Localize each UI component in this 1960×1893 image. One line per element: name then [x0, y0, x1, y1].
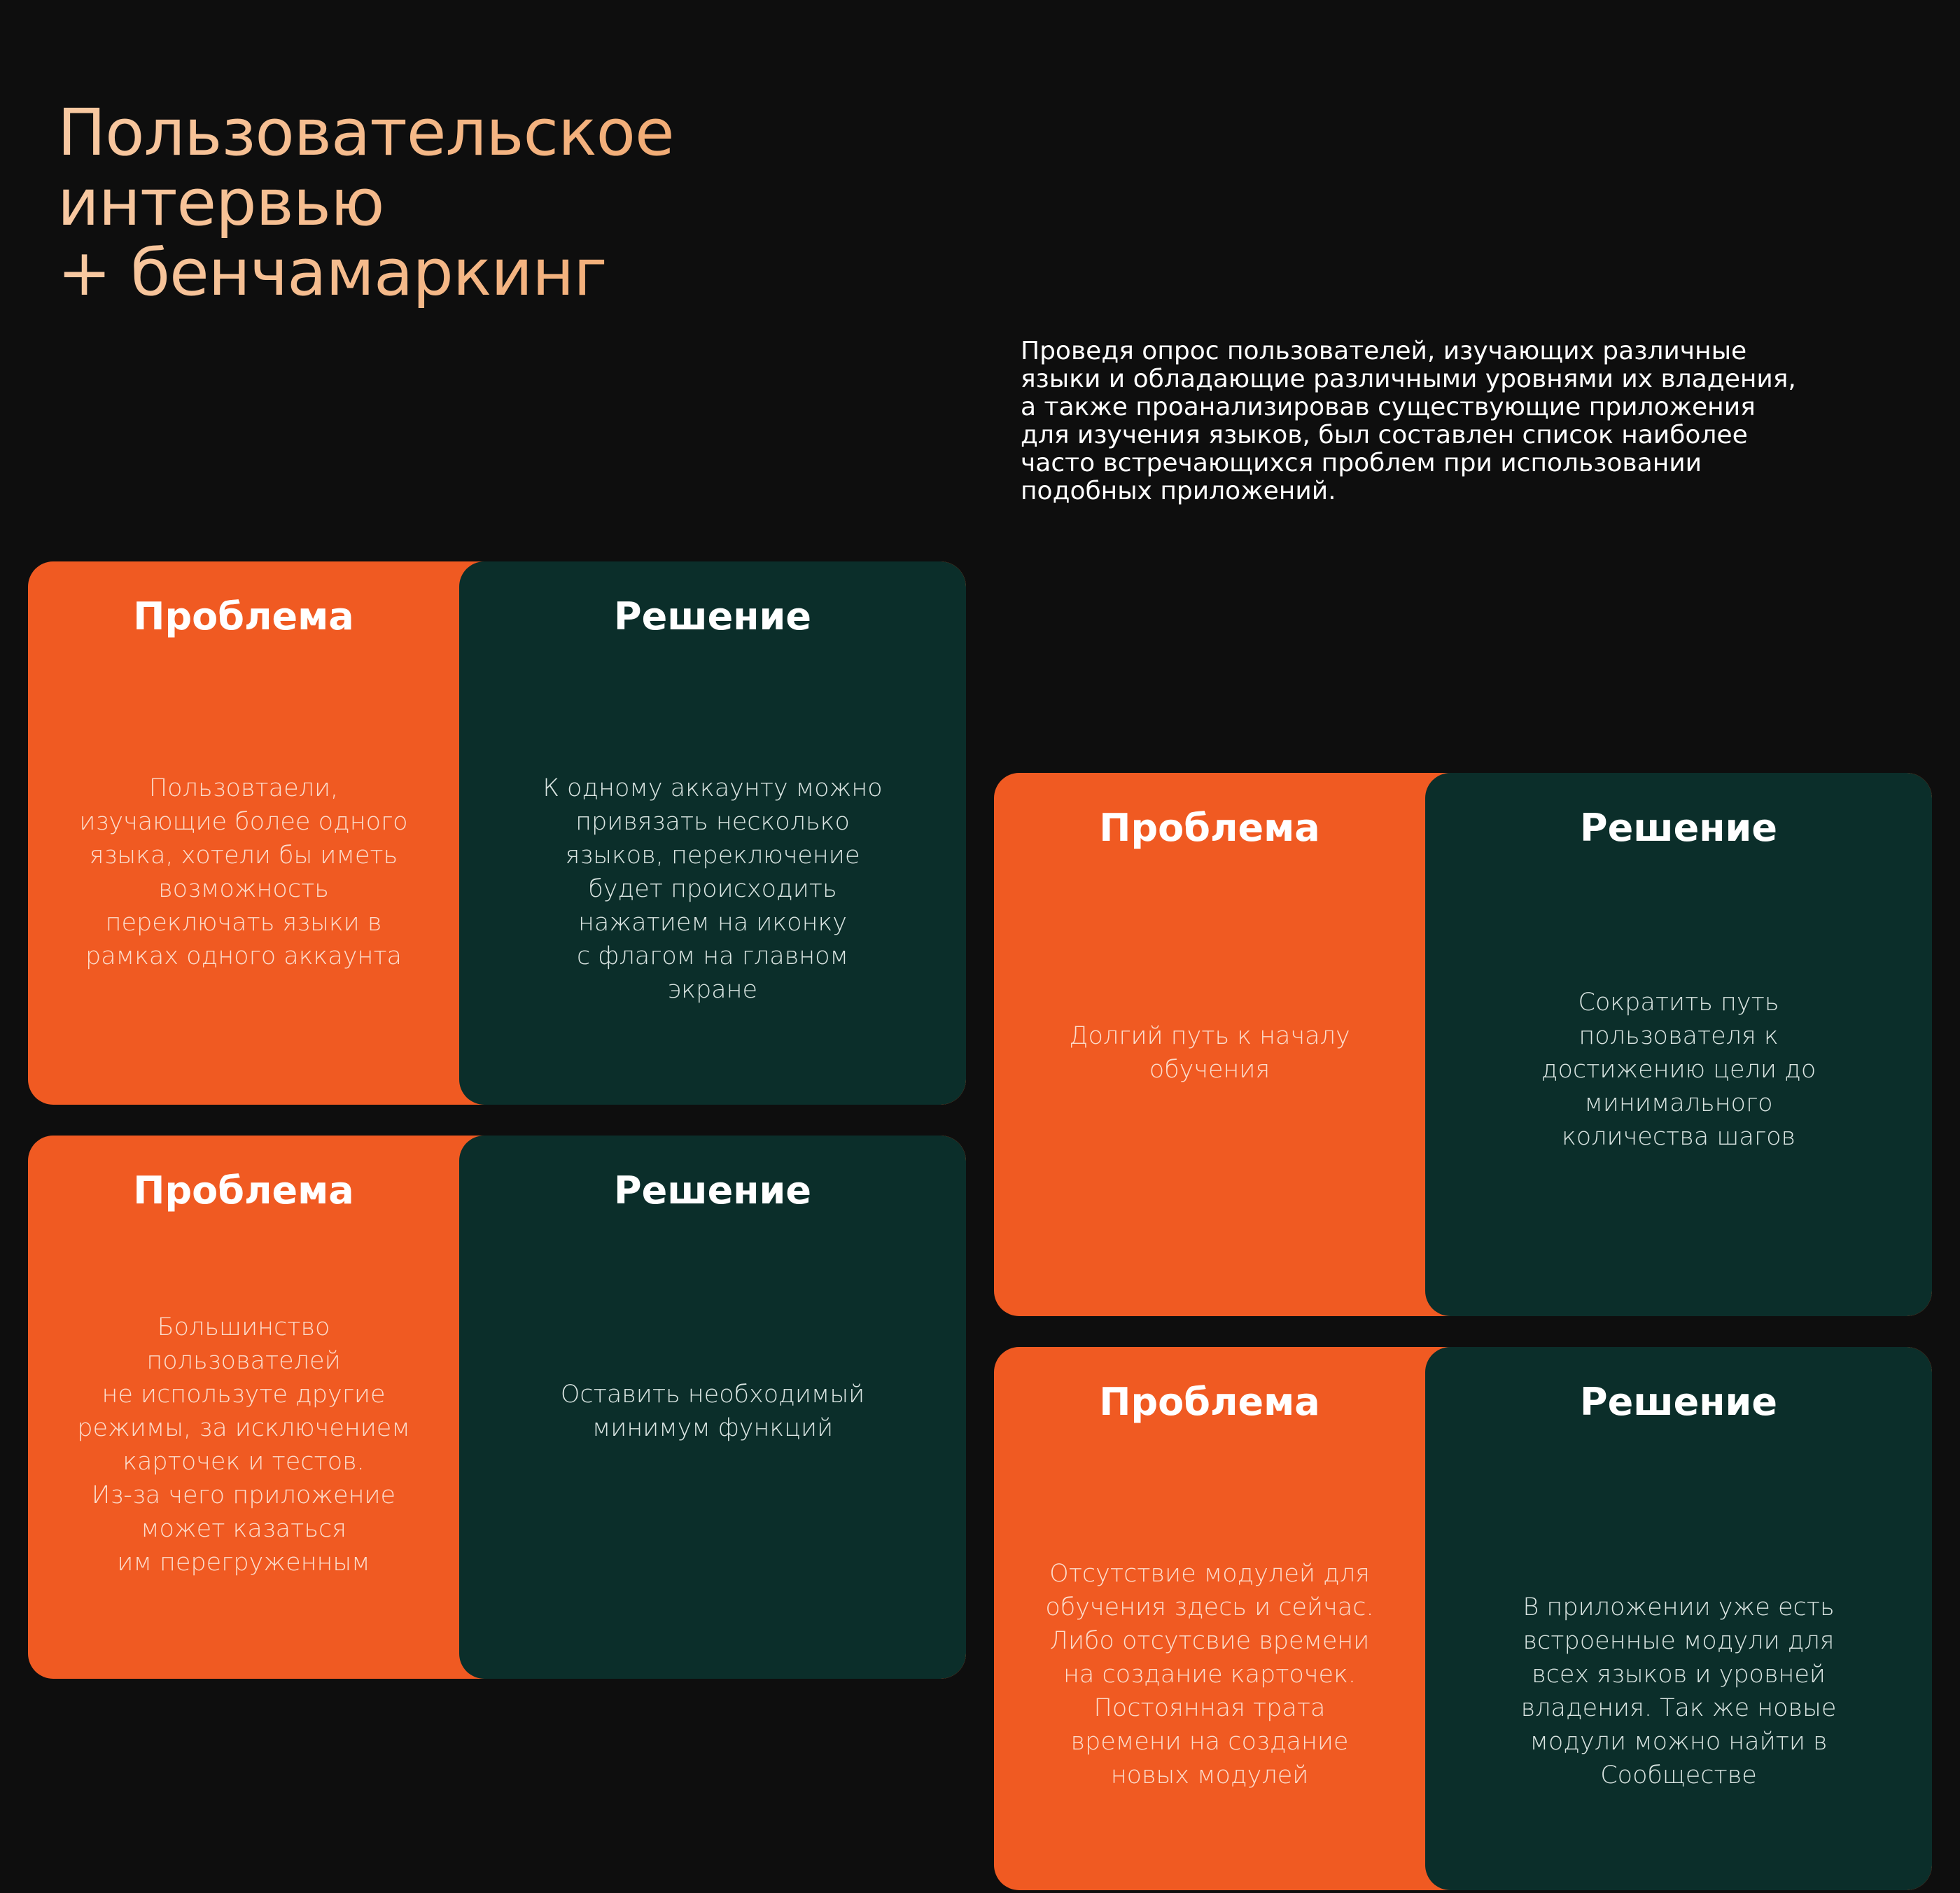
problem-text-line: может казаться [141, 1515, 346, 1543]
problem-text-line: рамках одного аккаунта [85, 942, 402, 970]
solution-text [459, 771, 966, 1007]
problem-heading: Проблема [1099, 806, 1320, 850]
problem-text-line: Большинство [157, 1313, 330, 1341]
solution-text-line: количества шагов [1561, 1123, 1795, 1151]
intro-line: а также проанализировав существующие приложения [1021, 393, 1756, 421]
solution-text-line: встроенные модули для [1522, 1627, 1835, 1655]
title-line: Пользовательское [57, 95, 674, 170]
problem-text-line: режимы, за исключением [77, 1414, 410, 1442]
problem-solution-card-long-path [994, 773, 1932, 1316]
solution-text-line: Сообществе [1600, 1761, 1757, 1789]
problem-text-line: Из-за чего приложение [91, 1481, 396, 1509]
problem-heading: Проблема [1099, 1380, 1320, 1424]
problem-text [994, 1019, 1425, 1087]
solution-text-line: привязать несколько [575, 808, 850, 836]
solution-text-line: пользователя к [1578, 1022, 1779, 1050]
solution-text-line: будет происходить [588, 875, 837, 903]
solution-text [459, 1378, 966, 1445]
solution-text-line: минимум функций [592, 1414, 834, 1442]
problem-text-line: языка, хотели бы иметь [89, 841, 398, 869]
problem-text-line: обучения [1149, 1056, 1270, 1084]
problem-panel [994, 1347, 1425, 1890]
problem-text-line: им перегруженным [117, 1549, 370, 1577]
problem-text-line: Долгий путь к началу [1069, 1022, 1350, 1050]
solution-text-line: с флагом на главном [577, 942, 848, 970]
problem-text-line: не используте другие [102, 1381, 386, 1409]
problem-text-line: на создание карточек. [1063, 1661, 1356, 1689]
intro-line: Проведя опрос пользователей, изучающих различные [1021, 337, 1747, 365]
solution-text [1425, 986, 1932, 1154]
problem-text-line: Отсутствие модулей для [1049, 1560, 1370, 1588]
solution-text [1425, 1591, 1932, 1792]
solution-text-line: К одному аккаунту можно [542, 774, 883, 802]
intro-line: для изучения языков, был составлен список наиболее [1021, 421, 1748, 449]
solution-text-line: достижению цели до [1541, 1056, 1816, 1084]
intro-paragraph [1021, 337, 1882, 505]
solution-panel [1425, 773, 1932, 1316]
solution-text-line: В приложении уже есть [1522, 1593, 1835, 1621]
problem-text-line: новых модулей [1110, 1761, 1309, 1789]
solution-heading: Решение [1580, 1380, 1777, 1424]
problem-text-line: карточек и тестов. [122, 1448, 365, 1476]
solution-panel [459, 1136, 966, 1679]
title-line: + бенчамаркинг [57, 235, 607, 310]
intro-line: подобных приложений. [1021, 477, 1336, 505]
problem-heading: Проблема [133, 1168, 354, 1213]
problem-text-line: изучающие более одного [79, 808, 408, 836]
solution-heading: Решение [614, 594, 811, 638]
problem-text-line: Постоянная трата [1093, 1694, 1326, 1722]
intro-line: языки и обладающие различными уровнями их владения, [1021, 365, 1796, 393]
problem-text-line: Пользовтаели, [148, 774, 339, 802]
problem-text-line: возможность [158, 875, 329, 903]
problem-panel [28, 561, 459, 1105]
solution-text-line: экране [667, 976, 758, 1004]
title-line: интервью [57, 165, 384, 240]
problem-text-line: Либо отсутсвие времени [1049, 1627, 1370, 1655]
intro-line: часто встречающихся проблем при использовании [1021, 449, 1702, 477]
problem-text-line: пользователей [146, 1347, 341, 1375]
problem-solution-card-modules [994, 1347, 1932, 1890]
problem-solution-card-account-languages [28, 561, 966, 1105]
solution-text-line: языков, переключение [565, 841, 860, 869]
solution-heading: Решение [1580, 806, 1777, 850]
problem-panel [28, 1136, 459, 1679]
problem-text [28, 1311, 459, 1579]
solution-panel [459, 561, 966, 1105]
solution-text-line: Оставить необходимый [560, 1381, 865, 1409]
solution-text-line: Сократить путь [1578, 989, 1779, 1017]
solution-text-line: минимального [1584, 1089, 1773, 1117]
problem-text [28, 771, 459, 973]
problem-text-line: времени на создание [1070, 1728, 1349, 1756]
problem-text-line: обучения здесь и сейчас. [1045, 1593, 1374, 1621]
solution-text-line: всех языков и уровней [1532, 1661, 1826, 1689]
problem-text-line: переключать языки в [105, 909, 382, 937]
problem-heading: Проблема [133, 594, 354, 638]
problem-panel [994, 773, 1425, 1316]
solution-text-line: владения. Так же новые [1520, 1694, 1837, 1722]
problem-solution-card-unused-modes [28, 1136, 966, 1679]
solution-panel [1425, 1347, 1932, 1890]
solution-text-line: нажатием на иконку [578, 909, 847, 937]
solution-heading: Решение [614, 1168, 811, 1213]
page-title [57, 95, 674, 310]
solution-text-line: модули можно найти в [1530, 1728, 1828, 1756]
problem-text [994, 1557, 1425, 1792]
